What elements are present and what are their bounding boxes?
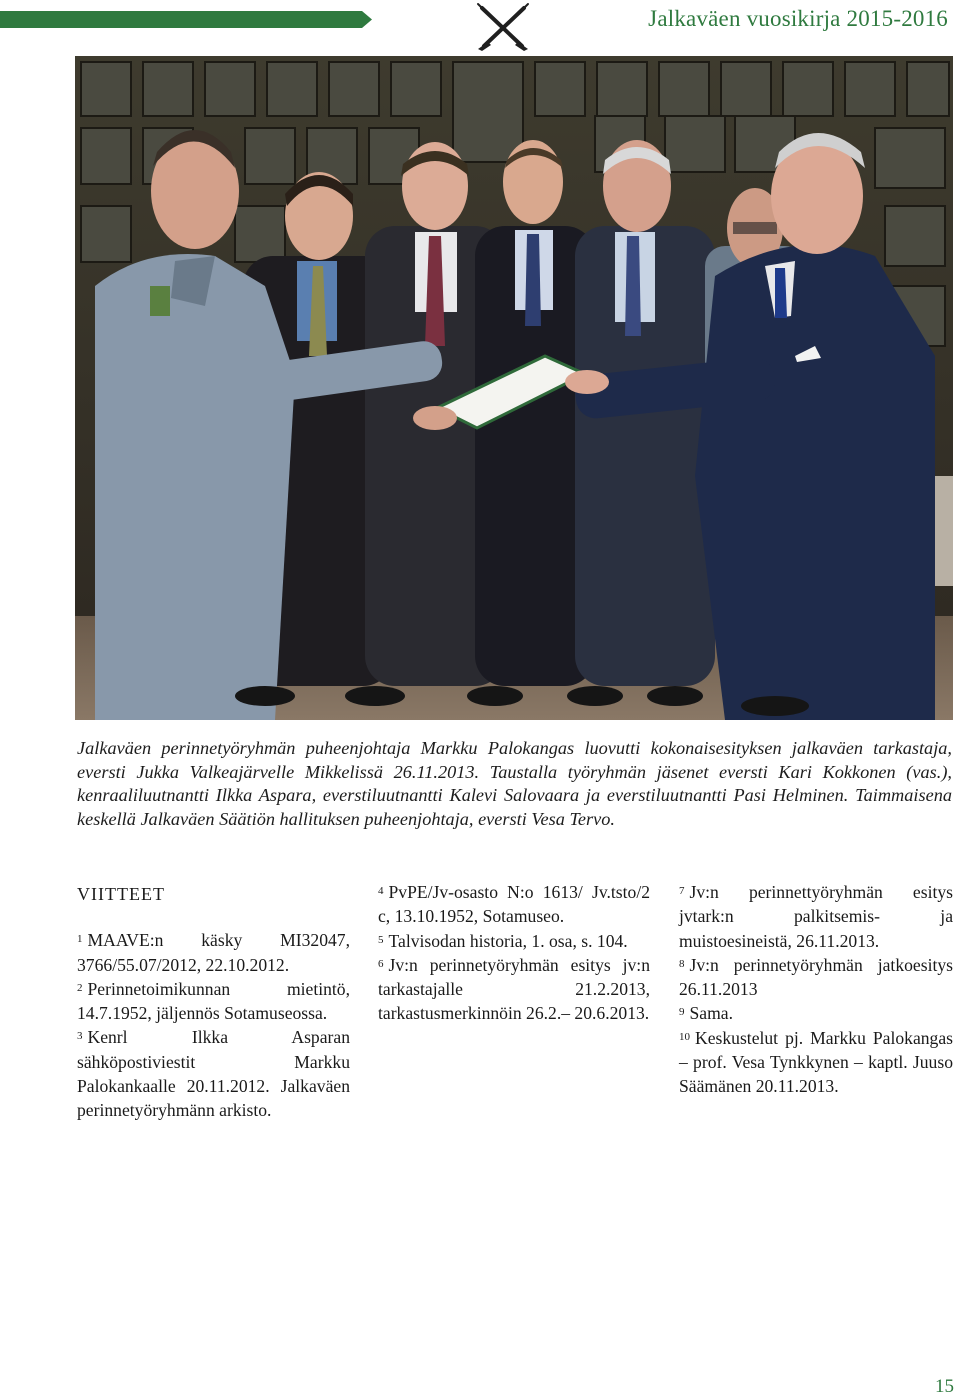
footnote-2: $^2$ Perinnetoimikunnan mietintö, 14.7.1952, jäljennös Sotamuseossa.: [77, 978, 350, 1024]
footnote-6: $^6$ Jv:n perinnetyöryhmän esitys jv:n tarkastajalle 21.2.2013, tarkastusmerkinnöin 26.2.– 20.6.2013.: [378, 954, 650, 1024]
footnote-5: $^5$ Talvisodan historia, 1. osa, s. 104.: [378, 930, 628, 951]
references-column-1: [77, 880, 350, 1123]
references-title: VIITTEET: [77, 884, 165, 904]
references-column-3: [679, 880, 953, 1099]
footnote-9: $^9$ Sama.: [679, 1003, 733, 1024]
footnote-3: $^3$ Kenrl Ilkka Asparan sähköpostiviestit Markku Palokankaalle 20.11.2012. Jalkaväen perinnetyöryhmänn arkisto.: [77, 1027, 350, 1121]
running-title: Jalkaväen vuosikirja 2015-2016: [648, 6, 948, 31]
photo-caption: Jalkaväen perinnetyöryhmän puheenjohtaja Markku Palokangas luovutti kokonaisesityksen jalkaväen tarkastaja, eversti Jukka Valkeajärvelle Mikkelissä 26.11.2013. Taustalla työryhmän jäsenet eversti Kari Kokkonen (vas.), kenraaliluutnantti Ilkka Aspara, everstiluutnantti Kalevi Salovaara ja everstiluutnantti Pasi Helminen. Taimmaisena keskellä Jalkaväen Säätiön hallituksen puheenjohtaja, eversti Vesa Tervo.: [77, 738, 952, 829]
page-number: 15: [935, 1376, 954, 1397]
group-photo: [75, 56, 953, 720]
references-column-2: [378, 880, 650, 1026]
crossed-rifles-icon: [474, 2, 532, 52]
footnote-10: $^{10}$ Keskustelut pj. Markku Palokangas – prof. Vesa Tynkkynen – kaptl. Juuso Säämänen 20.11.2013.: [679, 1027, 953, 1097]
footnote-8: $^8$ Jv:n perinnetyöryhmän jatkoesitys 26.11.2013: [679, 954, 953, 1000]
footnote-1: $^1$ MAAVE:n käsky MI32047, 3766/55.07/2012, 22.10.2012.: [77, 930, 350, 975]
footnote-7: $^7$ Jv:n perinnettyöryhmän esitys jvtark:n palkitsemis- ja muistoesineistä, 26.11.2013.: [679, 882, 953, 951]
footnote-4: $^4$ PvPE/Jv-osasto N:o 1613/ Jv.tsto/2 c, 13.10.1952, Sotamuseo.: [378, 882, 650, 927]
header-green-bar: [0, 11, 372, 28]
